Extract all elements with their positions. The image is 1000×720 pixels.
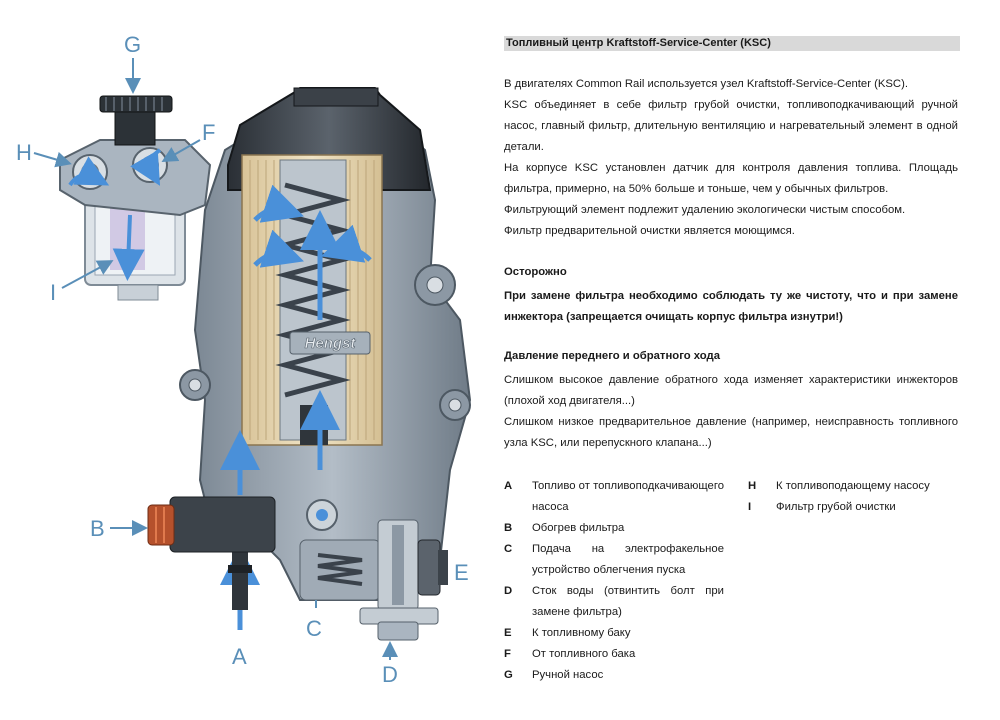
brand-plate <box>290 332 370 354</box>
legend-item <box>748 476 960 497</box>
brand-logo: Hengst <box>304 335 356 352</box>
pressure-sensor <box>418 540 448 595</box>
intro-line: Фильтрующий элемент подлежит удалению экологически чистым способом. <box>504 204 906 216</box>
legend-key: G <box>504 669 513 681</box>
legend-key: A <box>504 480 513 492</box>
heater-connector <box>148 497 275 552</box>
callout-f: F <box>202 120 216 145</box>
legend-item <box>504 518 724 539</box>
callout-c: C <box>306 616 322 641</box>
legend-item <box>504 581 724 623</box>
legend-key: D <box>504 585 513 597</box>
legend-key: B <box>504 522 513 534</box>
legend-desc: К топливоподающему насосу <box>776 480 930 492</box>
legend-desc: К топливному баку <box>532 627 631 639</box>
intro-section <box>504 74 958 242</box>
legend-desc: Подача на электрофакельное устройство облегчения пуска <box>532 543 724 576</box>
warning-heading: Осторожно <box>504 266 567 278</box>
legend-desc: Фильтр грубой очистки <box>776 501 896 513</box>
pressure-line: Слишком низкое предварительное давление (например, неисправность топливного узла KSC, или перепускного клапана...) <box>504 416 958 449</box>
legend-key: C <box>504 543 513 555</box>
legend-left-column <box>504 476 724 686</box>
legend-desc: Обогрев фильтра <box>532 522 625 534</box>
prefilter-assembly <box>60 96 210 300</box>
intro-line: В двигателях Common Rail используется узел Kraftstoff-Service-Center (KSC). <box>504 78 908 90</box>
pressure-section <box>504 370 958 454</box>
fuel-filter-cutaway-illustration <box>0 0 490 720</box>
legend-item <box>504 476 724 518</box>
callout-i: I <box>50 280 57 305</box>
document-text-panel <box>504 0 960 720</box>
intro-line: Фильтр предварительной очистки является моющимся. <box>504 225 795 237</box>
legend-desc: Ручной насос <box>532 669 604 681</box>
pressure-line: Слишком высокое давление обратного хода изменяет характеристики инжекторов (плохой ход двигателя...) <box>504 374 958 407</box>
legend-desc: От топливного бака <box>532 648 636 660</box>
legend-item <box>504 623 724 644</box>
intro-line: KSC объединяет в себе фильтр грубой очистки, топливоподкачивающий ручной насос, главный фильтр, длительную вентиляцию и нагревательный элемент в одной детали. <box>504 99 958 153</box>
pressure-heading: Давление переднего и обратного хода <box>504 350 720 362</box>
legend-desc: Сток воды (отвинтить болт при замене фильтра) <box>532 585 724 618</box>
callout-d: D <box>382 662 398 687</box>
legend-key: E <box>504 627 512 639</box>
legend-key: I <box>748 501 752 513</box>
callout-e: E <box>454 560 469 585</box>
callout-a: A <box>232 644 247 669</box>
document-title: Топливный центр Kraftstoff-Service-Center (KSC) <box>504 36 960 51</box>
legend-item <box>504 644 724 665</box>
callout-b: B <box>90 516 105 541</box>
warning-text: При замене фильтра необходимо соблюдать ту же чистоту, что и при замене инжектора (запрещается очищать корпус фильтра изнутри!) <box>504 290 958 323</box>
callout-g: G <box>124 32 142 57</box>
legend-right-column <box>748 476 960 518</box>
legend-item <box>504 665 724 686</box>
intro-line: На корпусе KSC установлен датчик для контроля давления топлива. Площадь фильтра, примерно, на 50% больше и тоньше, чем у обычных фильтров. <box>504 162 958 195</box>
legend-desc: Топливо от топливоподкачивающего насоса <box>532 480 724 513</box>
legend-item <box>748 497 960 518</box>
legend-key: H <box>748 480 757 492</box>
legend-key: F <box>504 648 511 660</box>
main-filter-element <box>242 155 382 445</box>
callout-h: H <box>16 140 32 165</box>
legend-item <box>504 539 724 581</box>
